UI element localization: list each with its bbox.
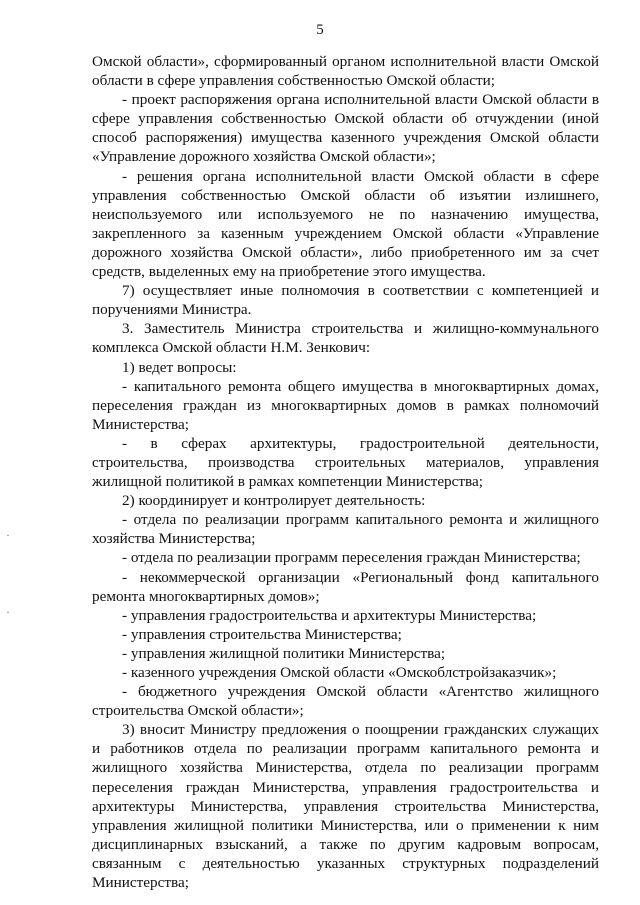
paragraph: 3. Заместитель Министра строительства и жилищно-коммунального комплекса Омской области Н.М. Зенкович:: [92, 320, 599, 357]
margin-mark: ·: [6, 605, 10, 619]
paragraph: - управления строительства Министерства;: [122, 625, 402, 643]
margin-mark: ·: [6, 528, 10, 542]
paragraph: - решения органа исполнительной власти Омской области в сфере управления собственностью Омской области об изъятии излишнего, неиспользуемого или используемого не по назначению имущества, закрепленного за казенным учреждением Омской области «Управление дорожного хозяйства Омской области», либо приобретенного им за счет средств, выделенных ему на приобретение этого имущества.: [92, 167, 599, 281]
paragraph: - управления градостроительства и архитектуры Министерства;: [122, 606, 537, 624]
paragraph: - проект распоряжения органа исполнительной власти Омской области в сфере управления собственностью Омской области об отчуждении (иной способ распоряжения) имущества казенного учреждения Омской области «Управление дорожного хозяйства Омской области»;: [92, 91, 599, 166]
paragraph: - в сферах архитектуры, градостроительной деятельности, строительства, производства строительных материалов, управления жилищной политикой в рамках компетенции Министерства;: [92, 434, 599, 491]
paragraph: 3) вносит Министру предложения о поощрении гражданских служащих и работников отдела по реализации программ капитального ремонта и жилищного хозяйства Министерства, отдела по реализации программ переселения граждан Министерства, управления градостроительства и архитектуры Министерства, управления строительства Министерства, управления жилищной политики Министерства, или о применении к ним дисциплинарных взысканий, а также по другим кадровым вопросам, связанным с деятельностью указанных структурных подразделений Министерства;: [92, 721, 599, 892]
paragraph: 1) ведет вопросы:: [122, 358, 237, 376]
paragraph: 7) осуществляет иные полномочия в соответствии с компетенцией и поручениями Министра.: [92, 282, 599, 319]
paragraph: - казенного учреждения Омской области «Омскоблстройзаказчик»;: [122, 664, 557, 681]
paragraph: - отдела по реализации программ переселения граждан Министерства;: [122, 549, 581, 567]
paragraph: 2) координирует и контролирует деятельность:: [122, 492, 426, 510]
paragraph: Омской области», сформированный органом исполнительной власти Омской области в сфере управления собственностью Омской области;: [92, 53, 599, 90]
document-body: [92, 52, 599, 892]
paragraph: - капитального ремонта общего имущества в многоквартирных домах, переселения граждан из многоквартирных домов в рамках полномочий Министерства;: [92, 377, 599, 433]
paragraph: - некоммерческой организации «Региональный фонд капитального ремонта многоквартирных домов»;: [92, 568, 599, 605]
page-number: 5: [316, 22, 324, 38]
paragraph: - управления жилищной политики Министерства;: [122, 644, 446, 662]
paragraph: - бюджетного учреждения Омской области «Агентство жилищного строительства Омской области»;: [92, 683, 599, 720]
paragraph: - отдела по реализации программ капитального ремонта и жилищного хозяйства Министерства;: [92, 511, 599, 548]
